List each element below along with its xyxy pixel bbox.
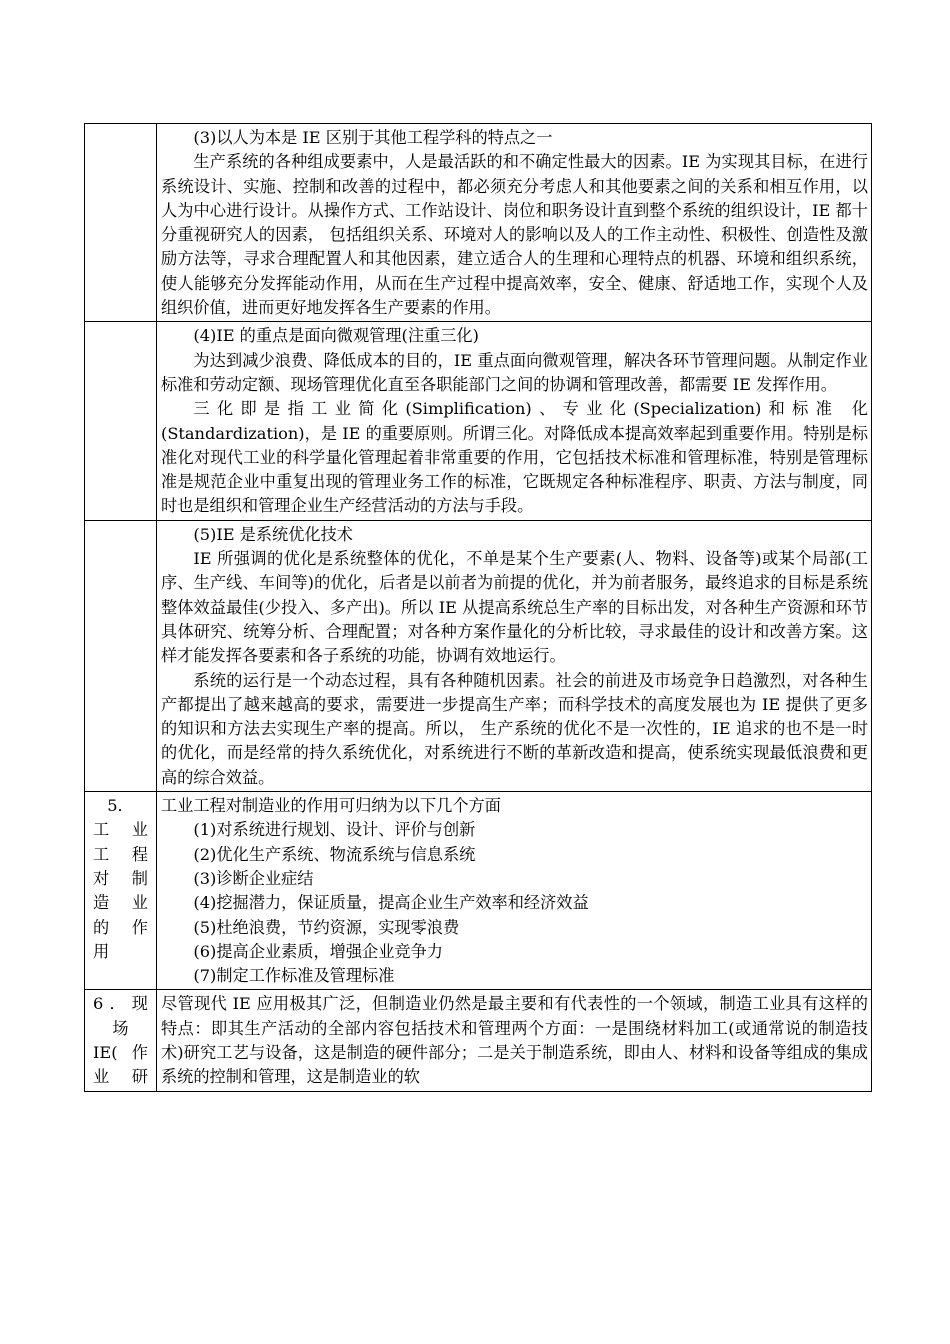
row-label-line: 的 作	[93, 917, 148, 937]
row-content-cell	[157, 124, 872, 322]
paragraph: 系统的运行是一个动态过程，具有各种随机因素。社会的前进及市场竞争日趋激烈，对各种生产都提出了越来越高的要求，需要进一步提高生产率；而科学技术的高度发展也为 IE 提供了更多的知识和方法去实现生产率的提高。所以， 生产系统的优化不是一次性的，IE 追求的也不是一时的优化，而是经常的持久系统优化，对系统进行不断的革新改造和提高，使系统实现最低浪费和更高的综合效益。	[161, 670, 868, 787]
paragraph: 为达到减少浪费、降低成本的目的，IE 重点面向微观管理，解决各环节管理问题。从制定作业标准和劳动定额、现场管理优化直至各职能部门之间的协调和管理改善，都需要 IE 发挥作用。	[161, 350, 868, 394]
row-label-line: 工 程	[93, 844, 148, 864]
paragraph: 尽管现代 IE 应用极其广泛，但制造业仍然是最主要和有代表性的一个领域，制造工业具有这样的特点：即其生产活动的全部内容包括技术和管理两个方面：一是围绕材料加工(或通常说的制造技术)研究工艺与设备，这是制造的硬件部分；二是关于制造系统，即由人、材料和设备等组成的集成系统的控制和管理，这是制造业的软	[161, 994, 868, 1087]
paragraph: IE 所强调的优化是系统整体的优化，不单是某个生产要素(人、物料、设备等)或某个局部(工序、生产线、车间等)的优化，后者是以前者为前提的优化，并为前者服务，最终追求的目标是系统整体效益最佳(少投入、多产出)。所以 IE 从提高系统总生产率的目标出发，对各种生产资源和环节具体研究、统筹分析、合理配置；对各种方案作量化的分析比较，寻求最佳的设计和改善方案。这样才能发挥各要素和各子系统的功能，协调有效地运行。	[161, 549, 868, 666]
row-label-line: 业 研	[93, 1067, 148, 1087]
row-label-line: 6．现	[93, 994, 148, 1014]
row-label-cell	[85, 792, 157, 990]
list-item: (4)挖掘潜力，保证质量，提高企业生产效率和经济效益	[193, 893, 589, 913]
row-content-cell	[157, 520, 872, 791]
paragraph: 三化即是指工业简化(Simplification)、专业化(Specialization)和标准 化(Standardization)，是 IE 的重要原则。所谓三化。对降低成本提高效率起到重要作用。特别是标准化对现代工业的科学量化管理起着非常重要的作用，它包括技术标准和管理标准，特别是管理标准是规范企业中重复出现的管理业务工作的标准，它既规定各种标准程序、职责、方法与制度，同时也是组织和管理企业生产经营活动的方法与手段。	[161, 399, 868, 516]
list-item: (2)优化生产系统、物流系统与信息系统	[193, 844, 476, 864]
paragraph: 生产系统的各种组成要素中，人是最活跃的和不确定性最大的因素。IE 为实现其目标，在进行系统设计、实施、控制和改善的过程中，都必须充分考虑人和其他要素之间的关系和相互作用，以人为中心进行设计。从操作方式、工作站设计、岗位和职务设计直到整个系统的组织设计，IE 都十分重视研究人的因素， 包括组织关系、环境对人的影响以及人的工作主动性、积极性、创造性及激励方法等，寻求合理配置人和其他因素，建立适合人的生理和心理特点的机器、环境和组织系统，使人能够充分发挥能动作用，从而在生产过程中提高效率，安全、健康、舒适地工作，实现个人及组织价值，进而更好地发挥各生产要素的作用。	[161, 152, 868, 318]
table-row	[85, 322, 872, 520]
row-label-cell	[85, 124, 157, 322]
row-label-line: 用	[93, 941, 110, 961]
list-item: (6)提高企业素质，增强企业竞争力	[193, 941, 443, 961]
list-item: (3)诊断企业症结	[193, 868, 314, 888]
row-content-cell	[157, 322, 872, 520]
list-item: (7)制定工作标准及管理标准	[193, 966, 395, 986]
table-row	[85, 520, 872, 791]
content-table	[84, 123, 872, 1092]
table-row	[85, 124, 872, 322]
intro-text: 工业工程对制造业的作用可归纳为以下几个方面	[161, 796, 501, 816]
row-label-line: 工 业	[93, 820, 148, 840]
section-heading: (3)以人为本是 IE 区别于其他工程学科的特点之一	[193, 128, 553, 147]
row-label-cell	[85, 322, 157, 520]
section-heading: (4)IE 的重点是面向微观管理(注重三化)	[193, 326, 479, 346]
row-label-cell	[85, 520, 157, 791]
row-label-line: 对 制	[93, 868, 148, 888]
list-item: (1)对系统进行规划、设计、评价与创新	[193, 820, 476, 840]
section-heading: (5)IE 是系统优化技术	[193, 524, 353, 544]
row-label-line: 造 业	[93, 893, 148, 913]
row-label-cell	[85, 990, 157, 1091]
row-label-line: 场	[112, 1018, 129, 1038]
list-item: (5)杜绝浪费，节约资源，实现零浪费	[193, 917, 460, 937]
row-label-line: 5．	[107, 796, 134, 816]
row-content-cell	[157, 792, 872, 990]
table-row	[85, 792, 872, 990]
row-content-cell	[157, 990, 872, 1091]
table-row	[85, 990, 872, 1091]
row-label-line: IE(作	[93, 1042, 148, 1062]
